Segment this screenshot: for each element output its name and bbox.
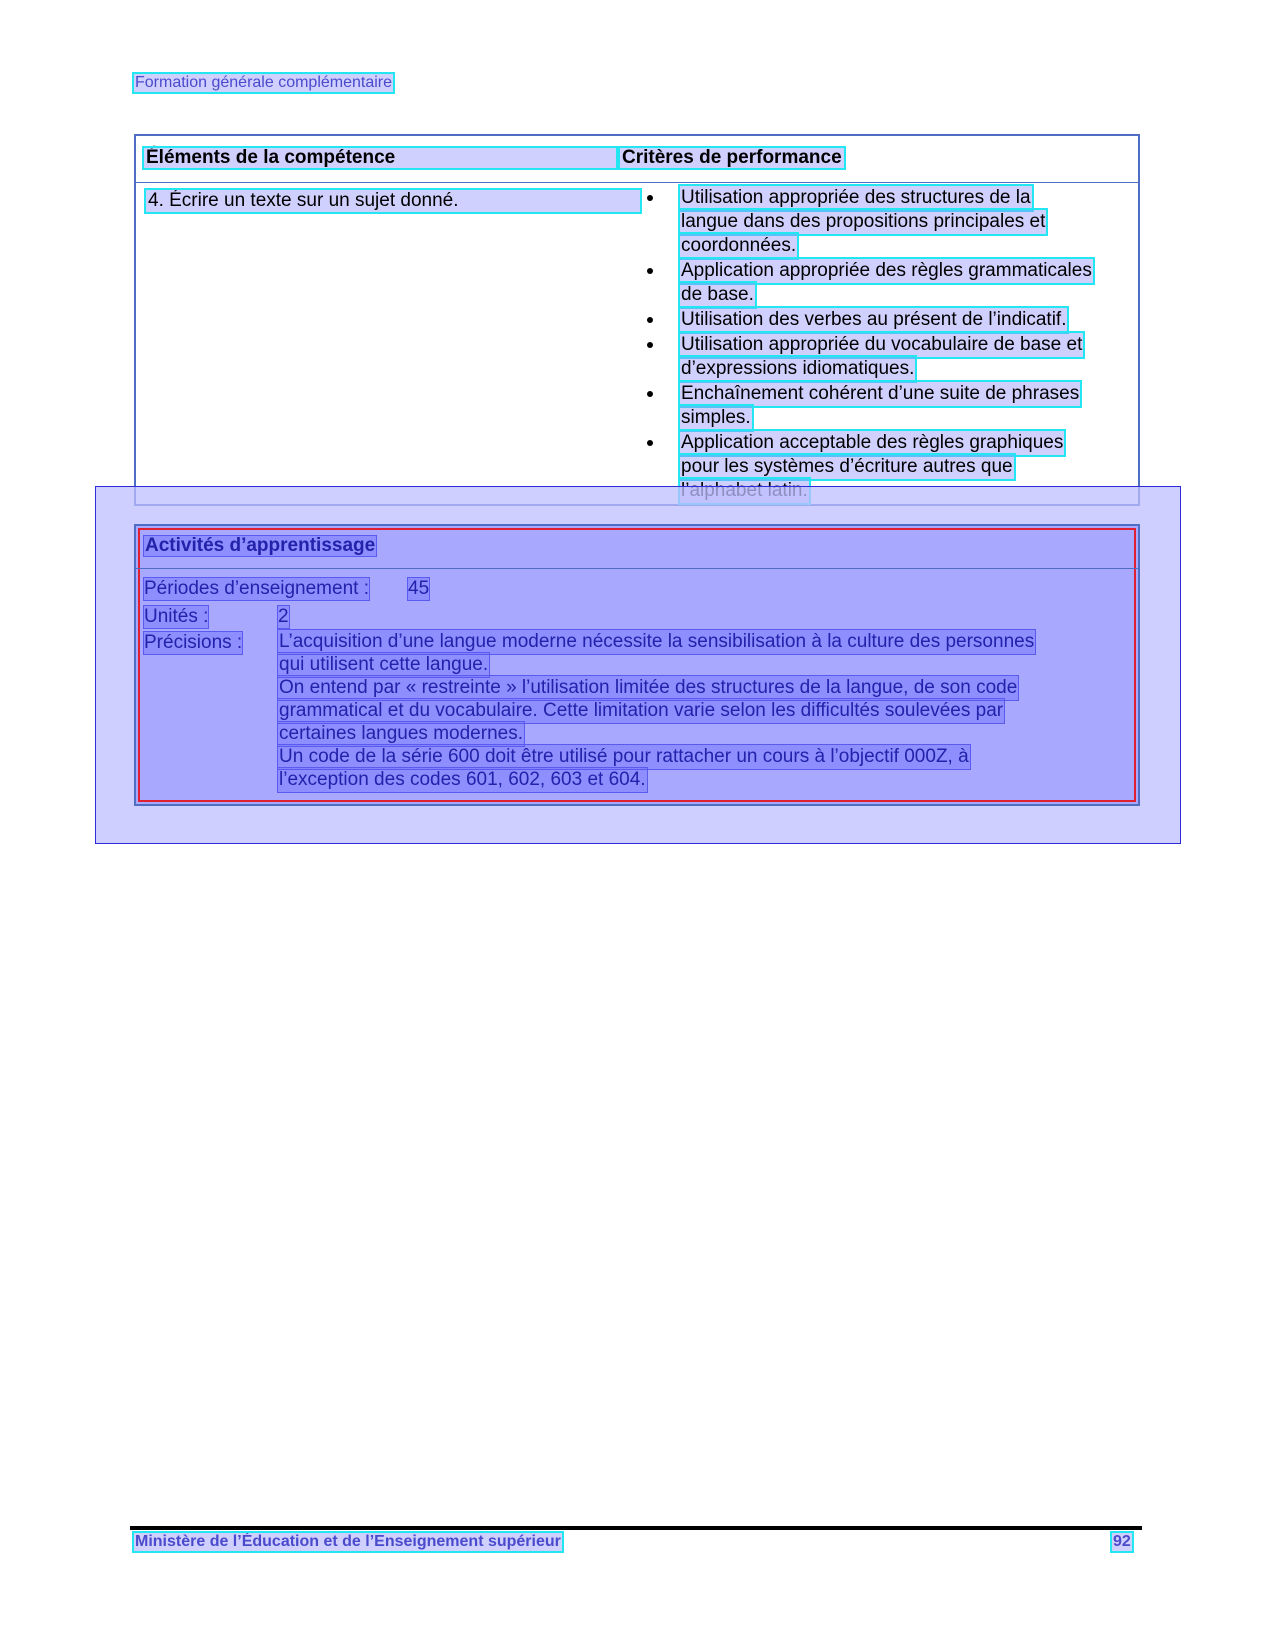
activities-title: Activités d’apprentissage bbox=[145, 535, 376, 556]
running-header: Formation générale complémentaire bbox=[135, 74, 393, 91]
criteria-line: Utilisation appropriée du vocabulaire de base et bbox=[681, 334, 1083, 355]
page-number: 92 bbox=[1113, 1533, 1131, 1550]
criteria-line: simples. bbox=[681, 407, 751, 428]
criteria-line: Utilisation appropriée des structures de la bbox=[681, 187, 1031, 208]
precisions-line: l’exception des codes 601, 602, 603 et 604. bbox=[279, 769, 646, 790]
criteria-item bbox=[680, 382, 1136, 430]
criteria-line: Application acceptable des règles graphiques bbox=[681, 432, 1064, 453]
precisions-line: Un code de la série 600 doit être utilisé pour rattacher un cours à l’objectif 000Z, à bbox=[279, 746, 969, 767]
criteria-line: de base. bbox=[681, 284, 754, 305]
bullet-icon bbox=[647, 317, 653, 323]
competence-element: 4. Écrire un texte sur un sujet donné. bbox=[146, 190, 640, 212]
periods-label: Périodes d’enseignement : bbox=[144, 578, 369, 599]
units-label: Unités : bbox=[144, 606, 209, 627]
table-header-row bbox=[136, 136, 1138, 183]
criteria-line: coordonnées. bbox=[681, 235, 797, 256]
criteria-line: Enchaînement cohérent d’une suite de phrases bbox=[681, 383, 1080, 404]
precisions-text bbox=[278, 630, 1128, 791]
footer-rule bbox=[130, 1526, 1142, 1530]
criteria-item bbox=[680, 259, 1136, 307]
periods-value: 45 bbox=[408, 578, 430, 599]
precisions-line: certaines langues modernes. bbox=[279, 723, 523, 744]
bullet-icon bbox=[647, 391, 653, 397]
criteria-item bbox=[680, 308, 1136, 332]
criteria-list bbox=[646, 186, 1136, 504]
precisions-line: On entend par « restreinte » l’utilisation limitée des structures de la langue, de son code bbox=[279, 677, 1018, 698]
bullet-icon bbox=[647, 440, 653, 446]
precisions-line: L’acquisition d’une langue moderne nécessite la sensibilisation à la culture des personnes bbox=[279, 631, 1035, 652]
activities-divider bbox=[136, 568, 1138, 569]
precisions-line: qui utilisent cette langue. bbox=[279, 654, 489, 675]
col-header-elements: Éléments de la compétence bbox=[144, 148, 616, 168]
competence-table bbox=[134, 134, 1140, 506]
units-value: 2 bbox=[278, 606, 289, 627]
precisions-label: Précisions : bbox=[144, 632, 243, 653]
criteria-line: pour les systèmes d’écriture autres que bbox=[681, 456, 1013, 477]
criteria-line: Application appropriée des règles grammaticales bbox=[681, 260, 1092, 281]
col-header-criteria: Critères de performance bbox=[622, 147, 842, 168]
footer-ministry: Ministère de l’Éducation et de l’Enseignement supérieur bbox=[135, 1533, 561, 1550]
bullet-icon bbox=[647, 342, 653, 348]
bullet-icon bbox=[647, 268, 653, 274]
precisions-line: grammatical et du vocabulaire. Cette limitation varie selon les difficultés soulevées par bbox=[279, 700, 1004, 721]
criteria-line: d’expressions idiomatiques. bbox=[681, 358, 915, 379]
criteria-line: langue dans des propositions principales et bbox=[681, 211, 1046, 232]
activities-box bbox=[134, 524, 1140, 806]
criteria-line: Utilisation des verbes au présent de l’indicatif. bbox=[681, 309, 1067, 330]
bullet-icon bbox=[647, 195, 653, 201]
criteria-item bbox=[680, 333, 1136, 381]
criteria-item bbox=[680, 186, 1136, 258]
